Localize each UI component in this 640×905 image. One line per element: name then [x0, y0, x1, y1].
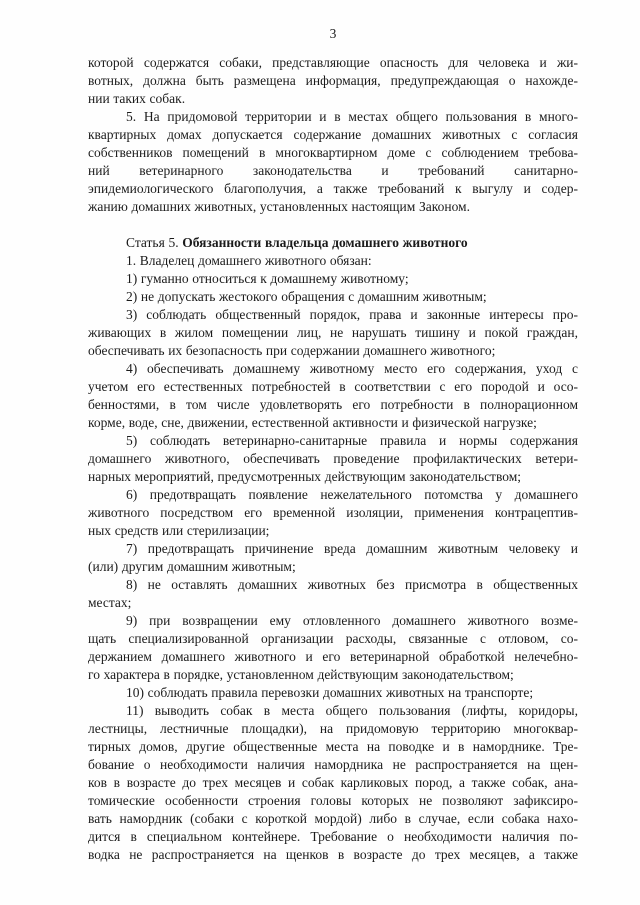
paragraph: [88, 540, 578, 576]
text-line: дится в специальном контейнере. Требование о необходимости наличия по-: [88, 829, 578, 844]
text-line: обеспечивать их безопасность при содержании домашнего животного;: [88, 343, 496, 358]
text-line: 1) гуманно относиться к домашнему животному;: [126, 271, 409, 286]
text-line: корме, воде, сне, движении, естественной активности и физической нагрузке;: [88, 415, 537, 430]
text-line: ных средств или стерилизации;: [88, 523, 270, 538]
paragraph: [88, 702, 578, 864]
text-line: жанию домашних животных, установленных настоящим Законом.: [88, 199, 470, 214]
paragraph: [88, 576, 578, 612]
text-line: 9) при возвращении ему отловленного домашнего животного возме-: [126, 613, 578, 628]
text-line: 1. Владелец домашнего животного обязан:: [126, 253, 372, 268]
text-line: 5) соблюдать ветеринарно-санитарные правила и нормы содержания: [126, 433, 578, 448]
heading-title: Обязанности владельца домашнего животного: [182, 235, 468, 250]
text-line: животного посредством его временной изоляции, применения контрацептив-: [88, 505, 578, 520]
text-line: бенностями, в том числе удовлетворять его потребности в полнорационном: [88, 397, 578, 412]
text-line: 6) предотвращать появление нежелательного потомства у домашнего: [126, 487, 578, 502]
text-line: 3) соблюдать общественный порядок, права и законные интересы про-: [126, 307, 578, 322]
text-line: (или) другим домашним животным;: [88, 559, 296, 574]
text-line: держанием домашнего животного и его ветеринарной обработкой нелечебно-: [88, 649, 578, 664]
text-line: го характера в порядке, установленном действующим законодательством;: [88, 667, 514, 682]
text-line: 2) не допускать жестокого обращения с домашним животным;: [126, 289, 487, 304]
text-line: нии таких собак.: [88, 91, 186, 106]
paragraph: [88, 108, 578, 216]
text-line: тирных домов, другие общественные места на поводке и в наморднике. Тре-: [88, 739, 578, 754]
paragraph: [88, 288, 578, 306]
paragraph: [88, 432, 578, 486]
paragraph: [88, 684, 578, 702]
text-line: домашнего животного, обеспечивать проведение профилактических ветери-: [88, 451, 578, 466]
text-line: ний ветеринарного законодательства и требований санитарно-: [88, 163, 578, 178]
text-line: 10) соблюдать правила перевозки домашних животных на транспорте;: [126, 685, 534, 700]
text-line: 4) обеспечивать домашнему животному место его содержания, уход с: [126, 361, 578, 376]
text-line: живающих в жилом помещении лиц, не нарушать тишину и покой граждан,: [88, 325, 578, 340]
text-line: вотных, должна быть размещена информация, предупреждающая о нахожде-: [88, 73, 578, 88]
text-line: которой содержатся собаки, представляющие опасность для человека и жи-: [88, 55, 578, 70]
text-line: томические особенности строения головы которых не позволяют зафиксиро-: [88, 793, 578, 808]
text-line: [88, 234, 578, 252]
paragraph: [88, 54, 578, 108]
text-line: бование о необходимости наличия намордника не распространяется на щен-: [88, 757, 578, 772]
paragraph: [88, 360, 578, 432]
text-line: 8) не оставлять домашних животных без присмотра в общественных: [126, 577, 578, 592]
text-line: эпидемиологического благополучия, а также требований к выгулу и содер-: [88, 181, 578, 196]
paragraph: [88, 252, 578, 270]
paragraph: [88, 306, 578, 360]
article-heading: [88, 234, 578, 252]
paragraph: [88, 270, 578, 288]
paragraph: [88, 612, 578, 684]
text-line: квартирных домах допускается содержание домашних животных с согласия: [88, 127, 578, 142]
page-number: 3: [329, 26, 337, 41]
text-line: собственников помещений в многоквартирном доме с соблюдением требова-: [88, 145, 578, 160]
paragraph: [88, 486, 578, 540]
text-line: 11) выводить собак в места общего пользования (лифты, коридоры,: [126, 703, 578, 718]
text-line: ков в возрасте до трех месяцев и собак карликовых пород, а также собак, ана-: [88, 775, 578, 790]
text-line: нарных мероприятий, предусмотренных действующим законодательством;: [88, 469, 522, 484]
text-line: водка не распространяется на щенков в возрасте до трех месяцев, а также: [88, 847, 578, 862]
heading-prefix: Статья 5.: [126, 235, 183, 250]
text-line: местах;: [88, 595, 132, 610]
document-content: [88, 54, 578, 864]
text-line: лестницы, лестничные площадки), на придомовую территорию многоквар-: [88, 721, 578, 736]
text-line: 5. На придомовой территории и в местах общего пользования в много-: [126, 109, 578, 124]
text-line: учетом его естественных потребностей в соответствии с его породой и осо-: [88, 379, 578, 394]
text-line: 7) предотвращать причинение вреда домашним животным человеку и: [126, 541, 578, 556]
text-line: щать специализированной организации расходы, связанные с отловом, со-: [88, 631, 578, 646]
text-line: вать намордник (собаки с короткой мордой) либо в случае, если собака нахо-: [88, 811, 578, 826]
